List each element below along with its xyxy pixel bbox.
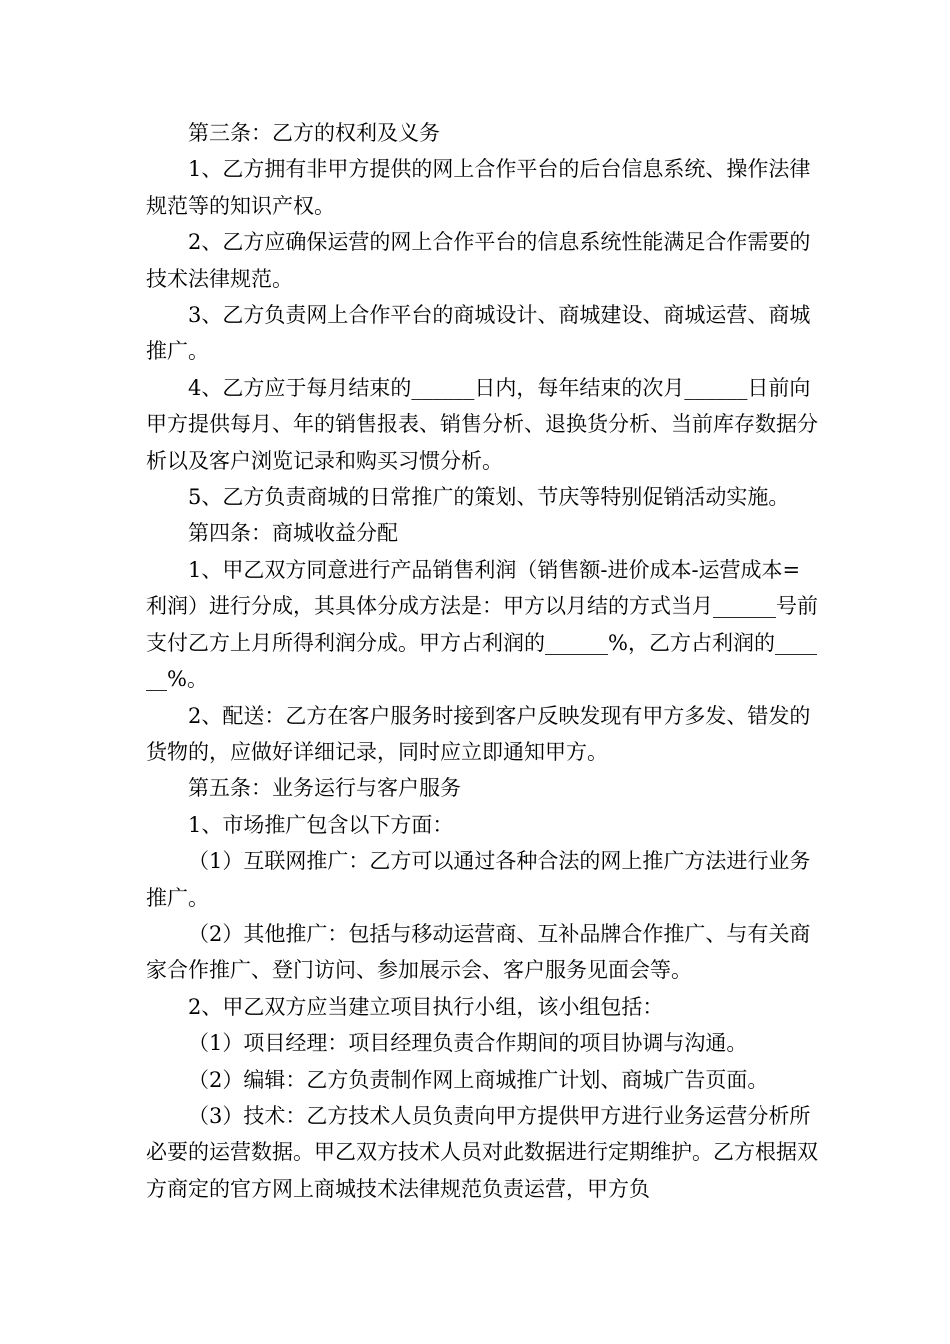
paragraph: （3）技术：乙方技术人员负责向甲方提供甲方进行业务运营分析所必要的运营数据。甲乙双方技术人员对此数据进行定期维护。乙方根据双方商定的官方网上商城技术法律规范负责运营，甲方负 <box>146 1103 818 1201</box>
paragraph: 1、市场推广包含以下方面： <box>188 812 454 837</box>
section-heading-3: 第三条：乙方的权利及义务 <box>188 121 440 145</box>
section-heading-4: 第四条：商城收益分配 <box>188 521 398 546</box>
paragraph: 4、乙方应于每月结束的______日内，每年结束的次月______日前向甲方提供每月、年的销售报表、销售分析、退换货分析、当前库存数据分析以及客户浏览记录和购买习惯分析。 <box>146 375 818 473</box>
paragraph: 2、甲乙双方应当建立项目执行小组，该小组包括： <box>188 994 664 1019</box>
paragraph: （2）其他推广：包括与移动运营商、互补品牌合作推广、与有关商家合作推广、登门访问、参加展示会、客户服务见面会等。 <box>146 921 811 983</box>
paragraph: 5、乙方负责商城的日常推广的策划、节庆等特别促销活动实施。 <box>188 485 790 510</box>
paragraph: 3、乙方负责网上合作平台的商城设计、商城建设、商城运营、商城推广。 <box>146 303 811 364</box>
document-body <box>146 115 818 1207</box>
paragraph: （1）项目经理：项目经理负责合作期间的项目协调与沟通。 <box>188 1031 748 1056</box>
paragraph: 1、乙方拥有非甲方提供的网上合作平台的后台信息系统、操作法律规范等的知识产权。 <box>146 157 811 218</box>
section-heading-5: 第五条：业务运行与客户服务 <box>188 776 461 801</box>
paragraph: 2、乙方应确保运营的网上合作平台的信息系统性能满足合作需要的技术法律规范。 <box>146 230 811 291</box>
paragraph: （1）互联网推广：乙方可以通过各种合法的网上推广方法进行业务推广。 <box>146 849 811 910</box>
paragraph: 2、配送：乙方在客户服务时接到客户反映发现有甲方多发、错发的货物的，应做好详细记录，同时应立即通知甲方。 <box>146 703 811 764</box>
paragraph: （2）编辑：乙方负责制作网上商城推广计划、商城广告页面。 <box>188 1067 769 1092</box>
paragraph: 1、甲乙双方同意进行产品销售利润（销售额-进价成本-运营成本=利润）进行分成，其具体分成方法是：甲方以月结的方式当月______号前支付乙方上月所得利润分成。甲方占利润的______%，乙方占利润的______%。 <box>146 557 818 692</box>
